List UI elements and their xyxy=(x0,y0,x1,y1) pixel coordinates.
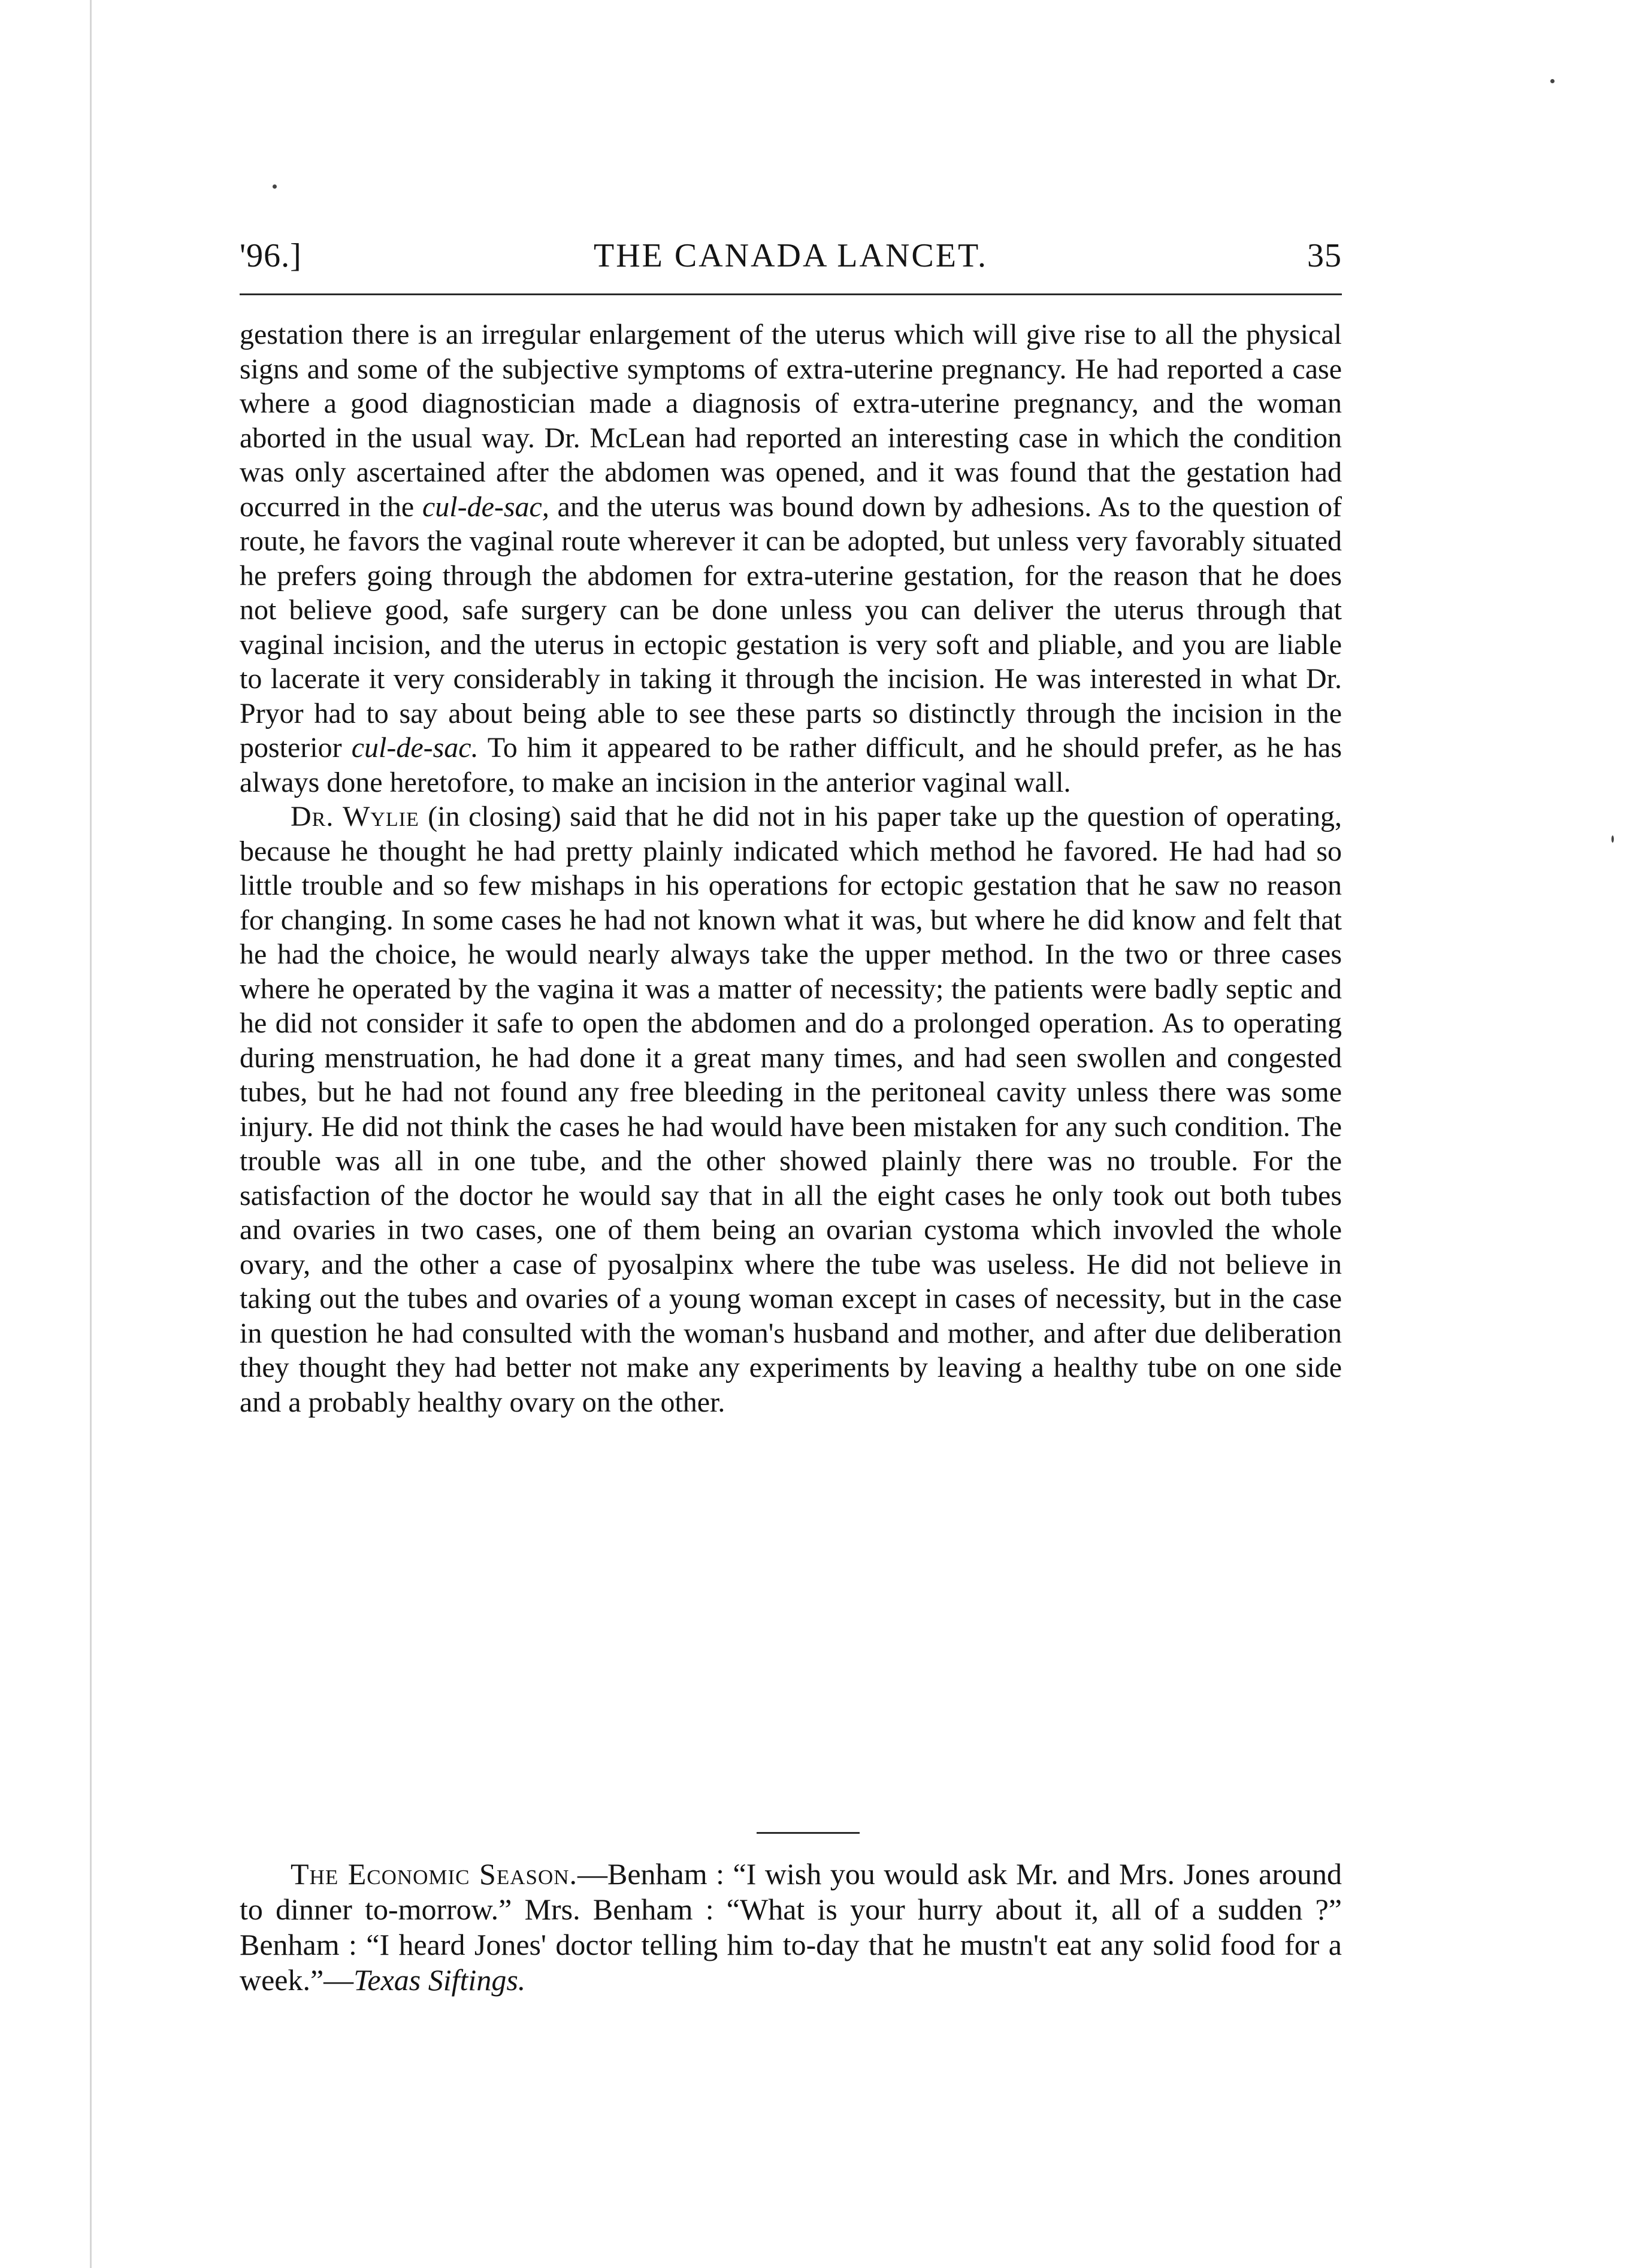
paragraph-closing-remarks xyxy=(240,800,1342,1419)
journal-title: THE CANADA LANCET. xyxy=(593,237,988,274)
text-run: (in closing) said that he did not in his paper take up the question of operating, because he thought he had pretty plainly indicated which method he favored. He had had so little trouble and so few mishaps in his operations for ectopic gestation that he saw no reason for changing. In some cases he had not known what it was, but where he did know and felt that he had the choice, he would nearly always take the upper method. In the two or three cases where he operated by the vagina it was a matter of necessity; the patients were badly septic and he did not consider it safe to open the abdomen and do a prolonged operation. As to operating during menstruation, he had done it a great many times, and had seen swollen and congested tubes, but he had not found any free bleeding in the peritoneal cavity unless there was some injury. He did not think the cases he had would have been mistaken for any such condition. The trouble was all in one tube, and the other showed plainly there was no trouble. For the satisfaction of the doctor he would say that in all the eight cases he only took out both tubes and ovaries in two cases, one of them being an ovarian cystoma which invovled the whole ovary, and the other a case of pyosalpinx where the tube was useless. He did not believe in taking out the tubes and ovaries of a young woman except in cases of necessity, but in the case in question he had consulted with the woman's husband and mother, and after due deliberation they thought they had better not make any experiments by leaving a healthy tube on one side and a probably healthy ovary on the other. xyxy=(240,801,1342,1418)
header-rule xyxy=(240,293,1342,295)
text-run: gestation there is an irregular enlargement of the uterus which will give rise to all the physical signs and some of the subjective symptoms of extra-uterine pregnancy. He had reported a case where a good diagnostician made a diagnosis of extra-uterine pregnancy, and the woman aborted in the usual way. Dr. McLean had reported an interesting case in which the condition was only ascertained after the abdomen was opened, and it was found that the gestation had occurred in the xyxy=(240,319,1342,523)
running-head xyxy=(240,237,1342,284)
anecdote-paragraph xyxy=(240,1857,1342,1998)
anecdote xyxy=(240,1857,1342,1998)
scan-edge xyxy=(90,0,92,2268)
scan-speck xyxy=(273,184,277,189)
italic-term: cul-de-sac, xyxy=(422,490,549,523)
speaker-name: Dr. Wylie xyxy=(291,801,419,832)
paragraph-discussion xyxy=(240,317,1342,800)
anecdote-source: Texas Siftings. xyxy=(353,1963,526,1997)
text-run: and the uterus was bound down by adhesions. As to the question of route, he favors the vaginal route wherever it can be adopted, but unless very favorably situated he prefers going through the abdomen for extra-uterine gestation, for the reason that he does not believe good, safe surgery can be done unless you can deliver the uterus through that vaginal incision, and the uterus in ectopic gestation is very soft and pliable, and you are liable to lacerate it very considerably in taking it through the incision. He was interested in what Dr. Pryor had to say about being able to see these parts so distinctly through the incision in the posterior xyxy=(240,490,1342,764)
anecdote-title: The Economic Season. xyxy=(291,1857,578,1891)
page-number: 35 xyxy=(1307,237,1342,274)
anecdote-text: —Benham : “I wish you would ask Mr. and Mrs. Jones around to dinner to-morrow.” Mrs. Benham : “What is your hurry about it, all of a sudden ?” Benham : “I heard Jones' doctor telling him to-day that he mustn't eat any solid food for a week.”— xyxy=(240,1857,1342,1997)
article-body xyxy=(240,317,1342,1419)
volume-year: '96.] xyxy=(240,237,302,274)
section-separator xyxy=(757,1832,860,1834)
text-run: To him it appeared to be rather difficult, and he should prefer, as he has always done heretofore, to make an incision in the anterior vaginal wall. xyxy=(240,732,1342,798)
italic-term: cul-de-sac. xyxy=(351,732,479,764)
scan-speck xyxy=(1550,79,1555,83)
scan-speck xyxy=(1611,835,1614,843)
